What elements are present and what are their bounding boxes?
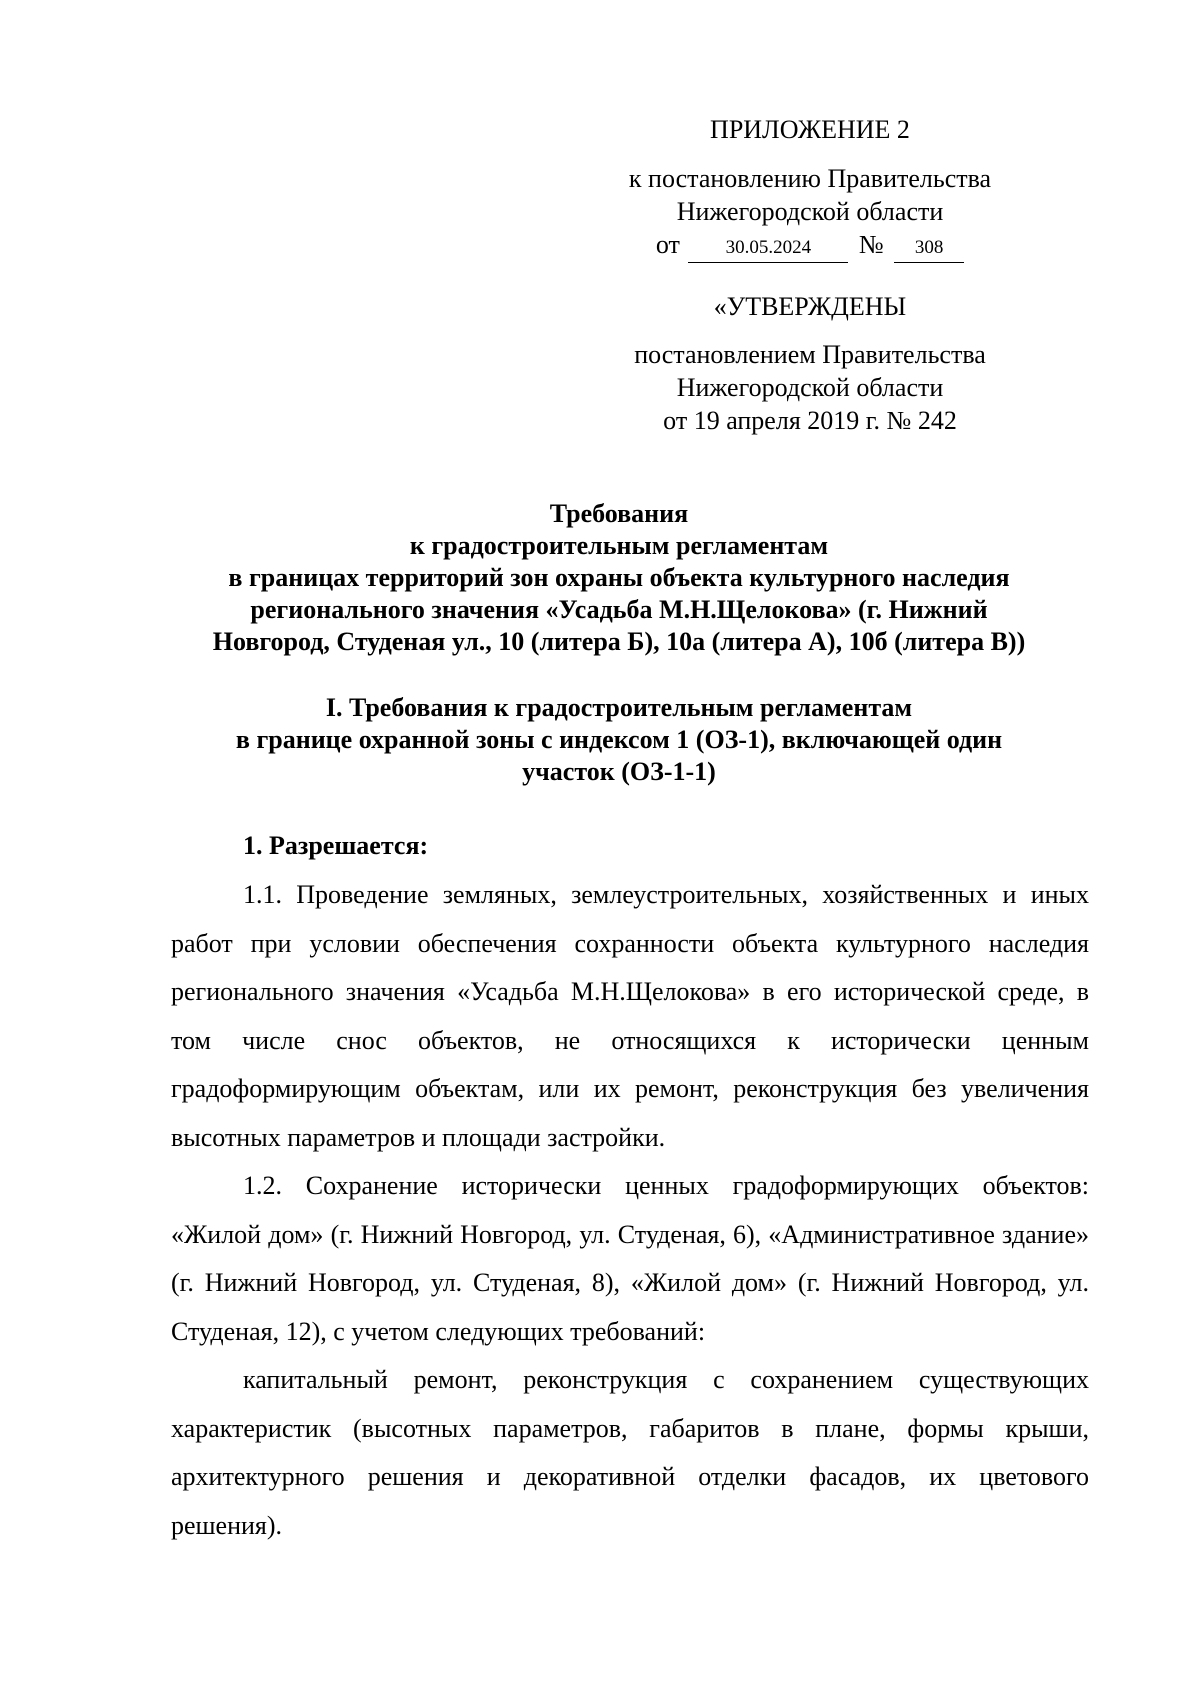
section-1-heading: 1. Разрешается: [243, 831, 429, 860]
approved-reference [600, 338, 1020, 437]
paragraph-1-2: 1.2. Сохранение исторически ценных градоформирующих объектов: «Жилой дом» (г. Нижний Новгород, ул. Студеная, 6), «Административное здание» (г. Нижний Новгород, ул. Студеная, 8), «Жилой дом» (г. Нижний Новгород, ул. Студеная, 12), с учетом следующих требований: [171, 1171, 1089, 1346]
paragraph-1-1: 1.1. Проведение земляных, землеустроительных, хозяйственных и иных работ при условии обеспечения сохранности объекта культурного наследия регионального значения «Усадьба М.Н.Щелокова» в его исторической среде, в том числе снос объектов, не относящихся к исторически ценным градоформирующим объектам, или их ремонт, реконструкция без увеличения высотных параметров и площади застройки. [171, 880, 1089, 1152]
reference-line-2: Нижегородской области [676, 197, 944, 226]
section-title-line-1: I. Требования к градостроительным регламентам [325, 693, 913, 722]
approved-line-2: Нижегородской области [676, 373, 944, 402]
approved-line-1: постановлением Правительства [634, 340, 986, 369]
reference-date-line [600, 228, 1020, 263]
appendix-reference [600, 162, 1020, 263]
section-title [150, 692, 1088, 788]
approved-line-3: от 19 апреля 2019 г. № 242 [663, 406, 957, 435]
resolution-date-field: 30.05.2024 [688, 234, 848, 263]
from-label: от [655, 230, 680, 259]
paragraph-1-2-requirements: капитальный ремонт, реконструкция с сохранением существующих характеристик (высотных параметров, габаритов в плане, формы крыши, архитектурного решения и декоративной отделки фасадов, их цветового решения). [171, 1365, 1089, 1540]
document-title-line-4: регионального значения «Усадьба М.Н.Щелокова» (г. Нижний [250, 595, 988, 624]
document-title-line-2: к градостроительным регламентам [409, 531, 829, 560]
section-title-line-2: в границе охранной зоны с индексом 1 (ОЗ-1), включающей один [235, 725, 1003, 754]
section-1-body [171, 871, 1089, 1550]
document-title-line-1: Требования [549, 499, 689, 528]
approved-title: «УТВЕРЖДЕНЫ [713, 292, 907, 321]
appendix-title: ПРИЛОЖЕНИЕ 2 [710, 115, 910, 144]
resolution-number-field: 308 [894, 234, 964, 263]
document-title-line-5: Новгород, Студеная ул., 10 (литера Б), 10а (литера А), 10б (литера В)) [212, 627, 1026, 656]
section-title-line-3: участок (ОЗ-1-1) [522, 757, 716, 786]
number-sign: № [858, 230, 884, 259]
document-title-line-3: в границах территорий зон охраны объекта культурного наследия [228, 563, 1010, 592]
reference-line-1: к постановлению Правительства [628, 164, 992, 193]
document-title [150, 498, 1088, 658]
